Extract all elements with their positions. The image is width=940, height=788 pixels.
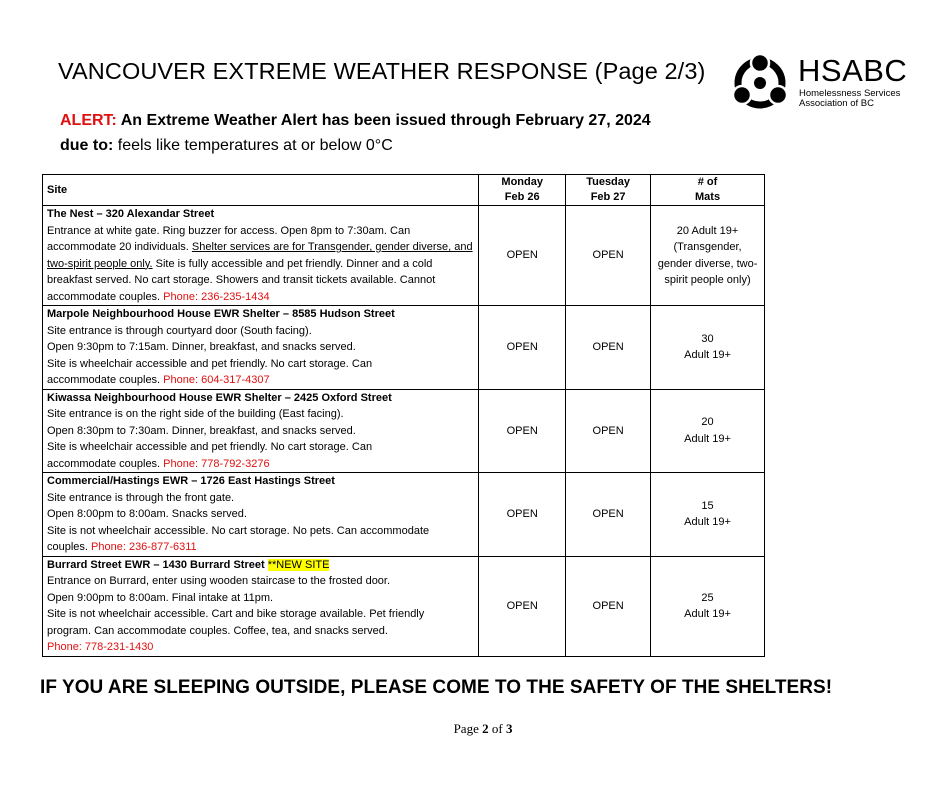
site-cell: Kiwassa Neighbourhood House EWR Shelter – 2425 Oxford Street Site entrance is on the right side of the building (East facing). Open 8:30pm to 7:30am. Dinner, breakfast, and snacks served. Site is wheelchair accessible and pet friendly. No cart storage. Can accommodate couples. Phone: 778-792-3276 bbox=[43, 389, 479, 473]
tuesday-status: OPEN bbox=[566, 206, 651, 306]
site-cell bbox=[43, 206, 479, 306]
mats-cell: 25 Adult 19+ bbox=[651, 556, 765, 656]
site-phone: Phone: 778-792-3276 bbox=[163, 457, 270, 470]
logo-subtitle: Homelessness Services Association of BC bbox=[799, 88, 901, 109]
monday-column-header: Monday Feb 26 bbox=[479, 175, 566, 206]
table-row bbox=[43, 556, 765, 656]
site-name: Burrard Street EWR – 1430 Burrard Street bbox=[47, 558, 265, 571]
alert-reason bbox=[60, 137, 393, 155]
tuesday-status: OPEN bbox=[566, 473, 651, 557]
site-name: Kiwassa Neighbourhood House EWR Shelter – 2425 Oxford Street bbox=[47, 391, 392, 404]
table-row bbox=[43, 389, 765, 473]
hsabc-logo bbox=[728, 52, 908, 112]
monday-status: OPEN bbox=[479, 556, 566, 656]
due-text: feels like temperatures at or below 0°C bbox=[113, 137, 393, 154]
tuesday-status: OPEN bbox=[566, 556, 651, 656]
mats-cell: 20 Adult 19+ bbox=[651, 389, 765, 473]
site-column-header: Site bbox=[43, 175, 479, 206]
table-row bbox=[43, 306, 765, 390]
alert-message bbox=[60, 112, 651, 130]
table-row bbox=[43, 473, 765, 557]
table-row bbox=[43, 206, 765, 306]
site-name: Commercial/Hastings EWR – 1726 East Hastings Street bbox=[47, 475, 335, 487]
site-name: The Nest – 320 Alexandar Street bbox=[47, 208, 215, 220]
site-cell: Commercial/Hastings EWR – 1726 East Hastings Street Site entrance is through the front gate. Open 8:00pm to 8:00am. Snacks served. Site is not wheelchair accessible. No cart storage. No pets. Can accommodate couples. Phone: 236-877-6311 bbox=[43, 473, 479, 557]
site-cell: Burrard Street EWR – 1430 Burrard Street **NEW SITE Entrance on Burrard, enter using wooden staircase to the frosted door. Open 9:00pm to 8:00am. Final intake at 11pm. Site is not wheelchair accessible. Cart and bike storage available. Pet friendly program. Can accommodate couples. Coffee, tea, and snacks served. Phone: 778-231-1430 bbox=[43, 556, 479, 656]
mats-column-header: # of Mats bbox=[651, 175, 765, 206]
page-title: VANCOUVER EXTREME WEATHER RESPONSE (Page 2/3) bbox=[58, 58, 706, 84]
logo-wordmark: HSABC bbox=[798, 53, 908, 88]
monday-status: OPEN bbox=[479, 206, 566, 306]
tuesday-status: OPEN bbox=[566, 306, 651, 390]
site-description: Entrance at white gate. Ring buzzer for access. Open 8pm to 7:30am. Can accommodate 20 individuals. Shelter services are for Transgender, gender diverse, and two-spirit people only. Site is fully accessible and pet friendly. Dinner and a cold breakfast served. No cart storage. Showers and transit tickets available. Cannot accommodate couples. Phone: 236-235-1434 bbox=[47, 224, 473, 303]
shelter-table bbox=[42, 174, 765, 657]
due-label: due to: bbox=[60, 137, 114, 154]
mats-cell: 30 Adult 19+ bbox=[651, 306, 765, 390]
site-phone: Phone: 236-235-1434 bbox=[163, 290, 270, 303]
site-phone: Phone: 236-877-6311 bbox=[91, 541, 197, 553]
tuesday-column-header: Tuesday Feb 27 bbox=[566, 175, 651, 206]
monday-status: OPEN bbox=[479, 306, 566, 390]
page-number: Page 2 of 3 bbox=[453, 721, 513, 736]
site-cell: Marpole Neighbourhood House EWR Shelter – 8585 Hudson Street Site entrance is through courtyard door (South facing). Open 9:30pm to 7:15am. Dinner, breakfast, and snacks served. Site is wheelchair accessible and pet friendly. No cart storage. Can accommodate couples. Phone: 604-317-4307 bbox=[43, 306, 479, 390]
safety-banner: IF YOU ARE SLEEPING OUTSIDE, PLEASE COME TO THE SAFETY OF THE SHELTERS! bbox=[40, 677, 833, 698]
mats-cell: 20 Adult 19+ (Transgender, gender diverse, two-spirit people only) bbox=[651, 206, 765, 306]
alert-label: ALERT: bbox=[60, 112, 117, 129]
monday-status: OPEN bbox=[479, 389, 566, 473]
hsabc-emblem-icon bbox=[728, 52, 792, 112]
monday-status: OPEN bbox=[479, 473, 566, 557]
mats-cell: 15 Adult 19+ bbox=[651, 473, 765, 557]
table-header-row bbox=[43, 175, 765, 206]
site-phone: Phone: 604-317-4307 bbox=[163, 374, 270, 386]
alert-text: An Extreme Weather Alert has been issued through February 27, 2024 bbox=[116, 112, 651, 129]
tuesday-status: OPEN bbox=[566, 389, 651, 473]
site-phone: Phone: 778-231-1430 bbox=[47, 641, 154, 653]
site-name: Marpole Neighbourhood House EWR Shelter – 8585 Hudson Street bbox=[47, 308, 395, 320]
new-site-badge: **NEW SITE bbox=[267, 558, 330, 571]
